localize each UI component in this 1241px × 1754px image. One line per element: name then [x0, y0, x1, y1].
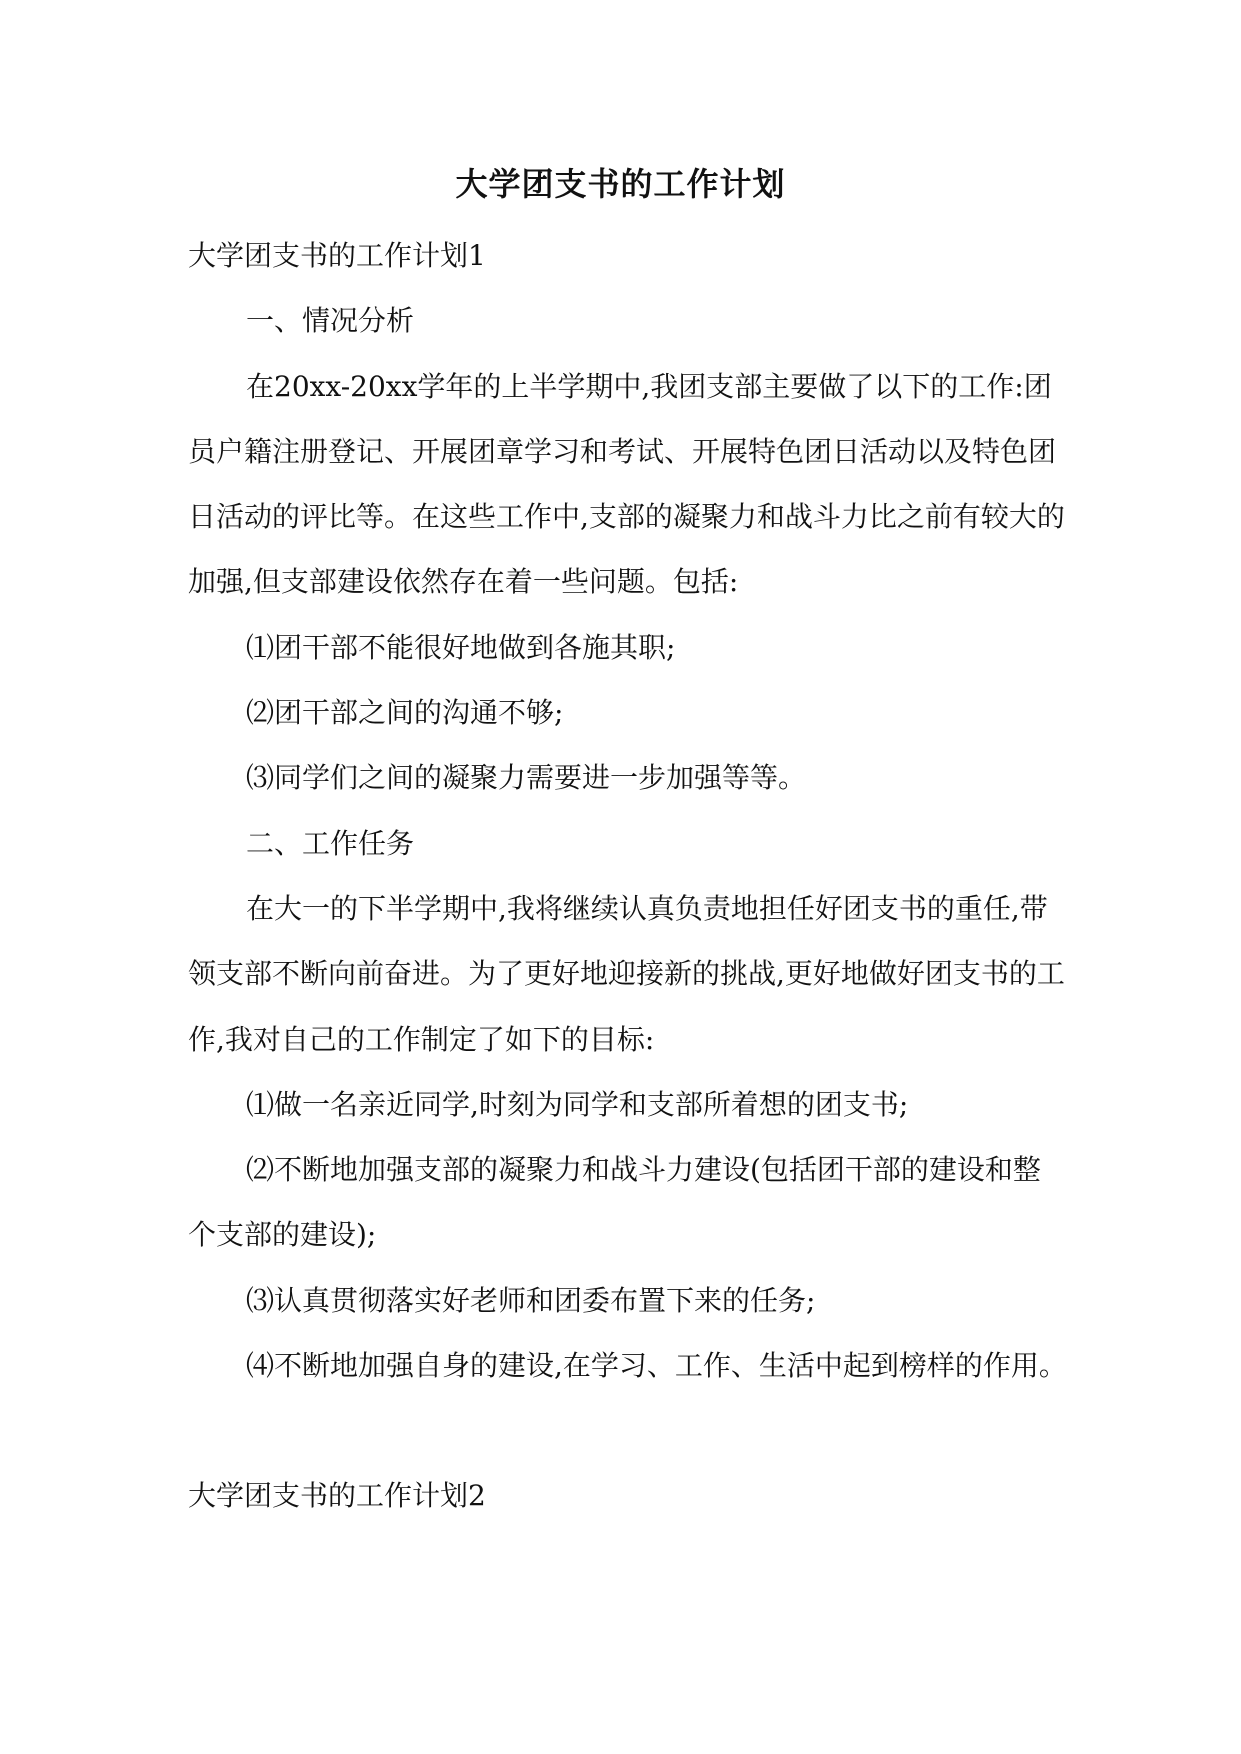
section-heading-2: 大学团支书的工作计划2: [188, 1479, 486, 1513]
document-body: [188, 223, 1068, 1529]
goal-item-3: ⑶认真贯彻落实好老师和团委布置下来的任务;: [246, 1283, 816, 1317]
goal-item-2: ⑵不断地加强支部的凝聚力和战斗力建设(包括团干部的建设和整个支部的建设);: [188, 1153, 1041, 1252]
goal-item-1: ⑴做一名亲近同学,时刻为同学和支部所着想的团支书;: [246, 1087, 909, 1121]
tasks-paragraph: 在大一的下半学期中,我将继续认真负责地担任好团支书的重任,带领支部不断向前奋进。为了更好地迎接新的挑战,更好地做好团支书的工作,我对自己的工作制定了如下的目标:: [188, 891, 1065, 1056]
goal-item-4: ⑷不断地加强自身的建设,在学习、工作、生活中起到榜样的作用。: [246, 1349, 1067, 1383]
analysis-paragraph: 在20xx-20xx学年的上半学期中,我团支部主要做了以下的工作:团员户籍注册登记、开展团章学习和考试、开展特色团日活动以及特色团日活动的评比等。在这些工作中,支部的凝聚力和战斗力比之前有较大的加强,但支部建设依然存在着一些问题。包括:: [188, 369, 1065, 599]
document-title: 大学团支书的工作计划: [455, 165, 786, 203]
problem-item-1: ⑴团干部不能很好地做到各施其职;: [246, 630, 676, 664]
problem-item-2: ⑵团干部之间的沟通不够;: [246, 696, 564, 730]
part-heading-tasks: 二、工作任务: [246, 826, 415, 860]
problem-item-3: ⑶同学们之间的凝聚力需要进一步加强等等。: [246, 761, 807, 795]
section-heading-1: 大学团支书的工作计划1: [188, 239, 486, 272]
part-heading-analysis: 一、情况分析: [246, 304, 415, 338]
